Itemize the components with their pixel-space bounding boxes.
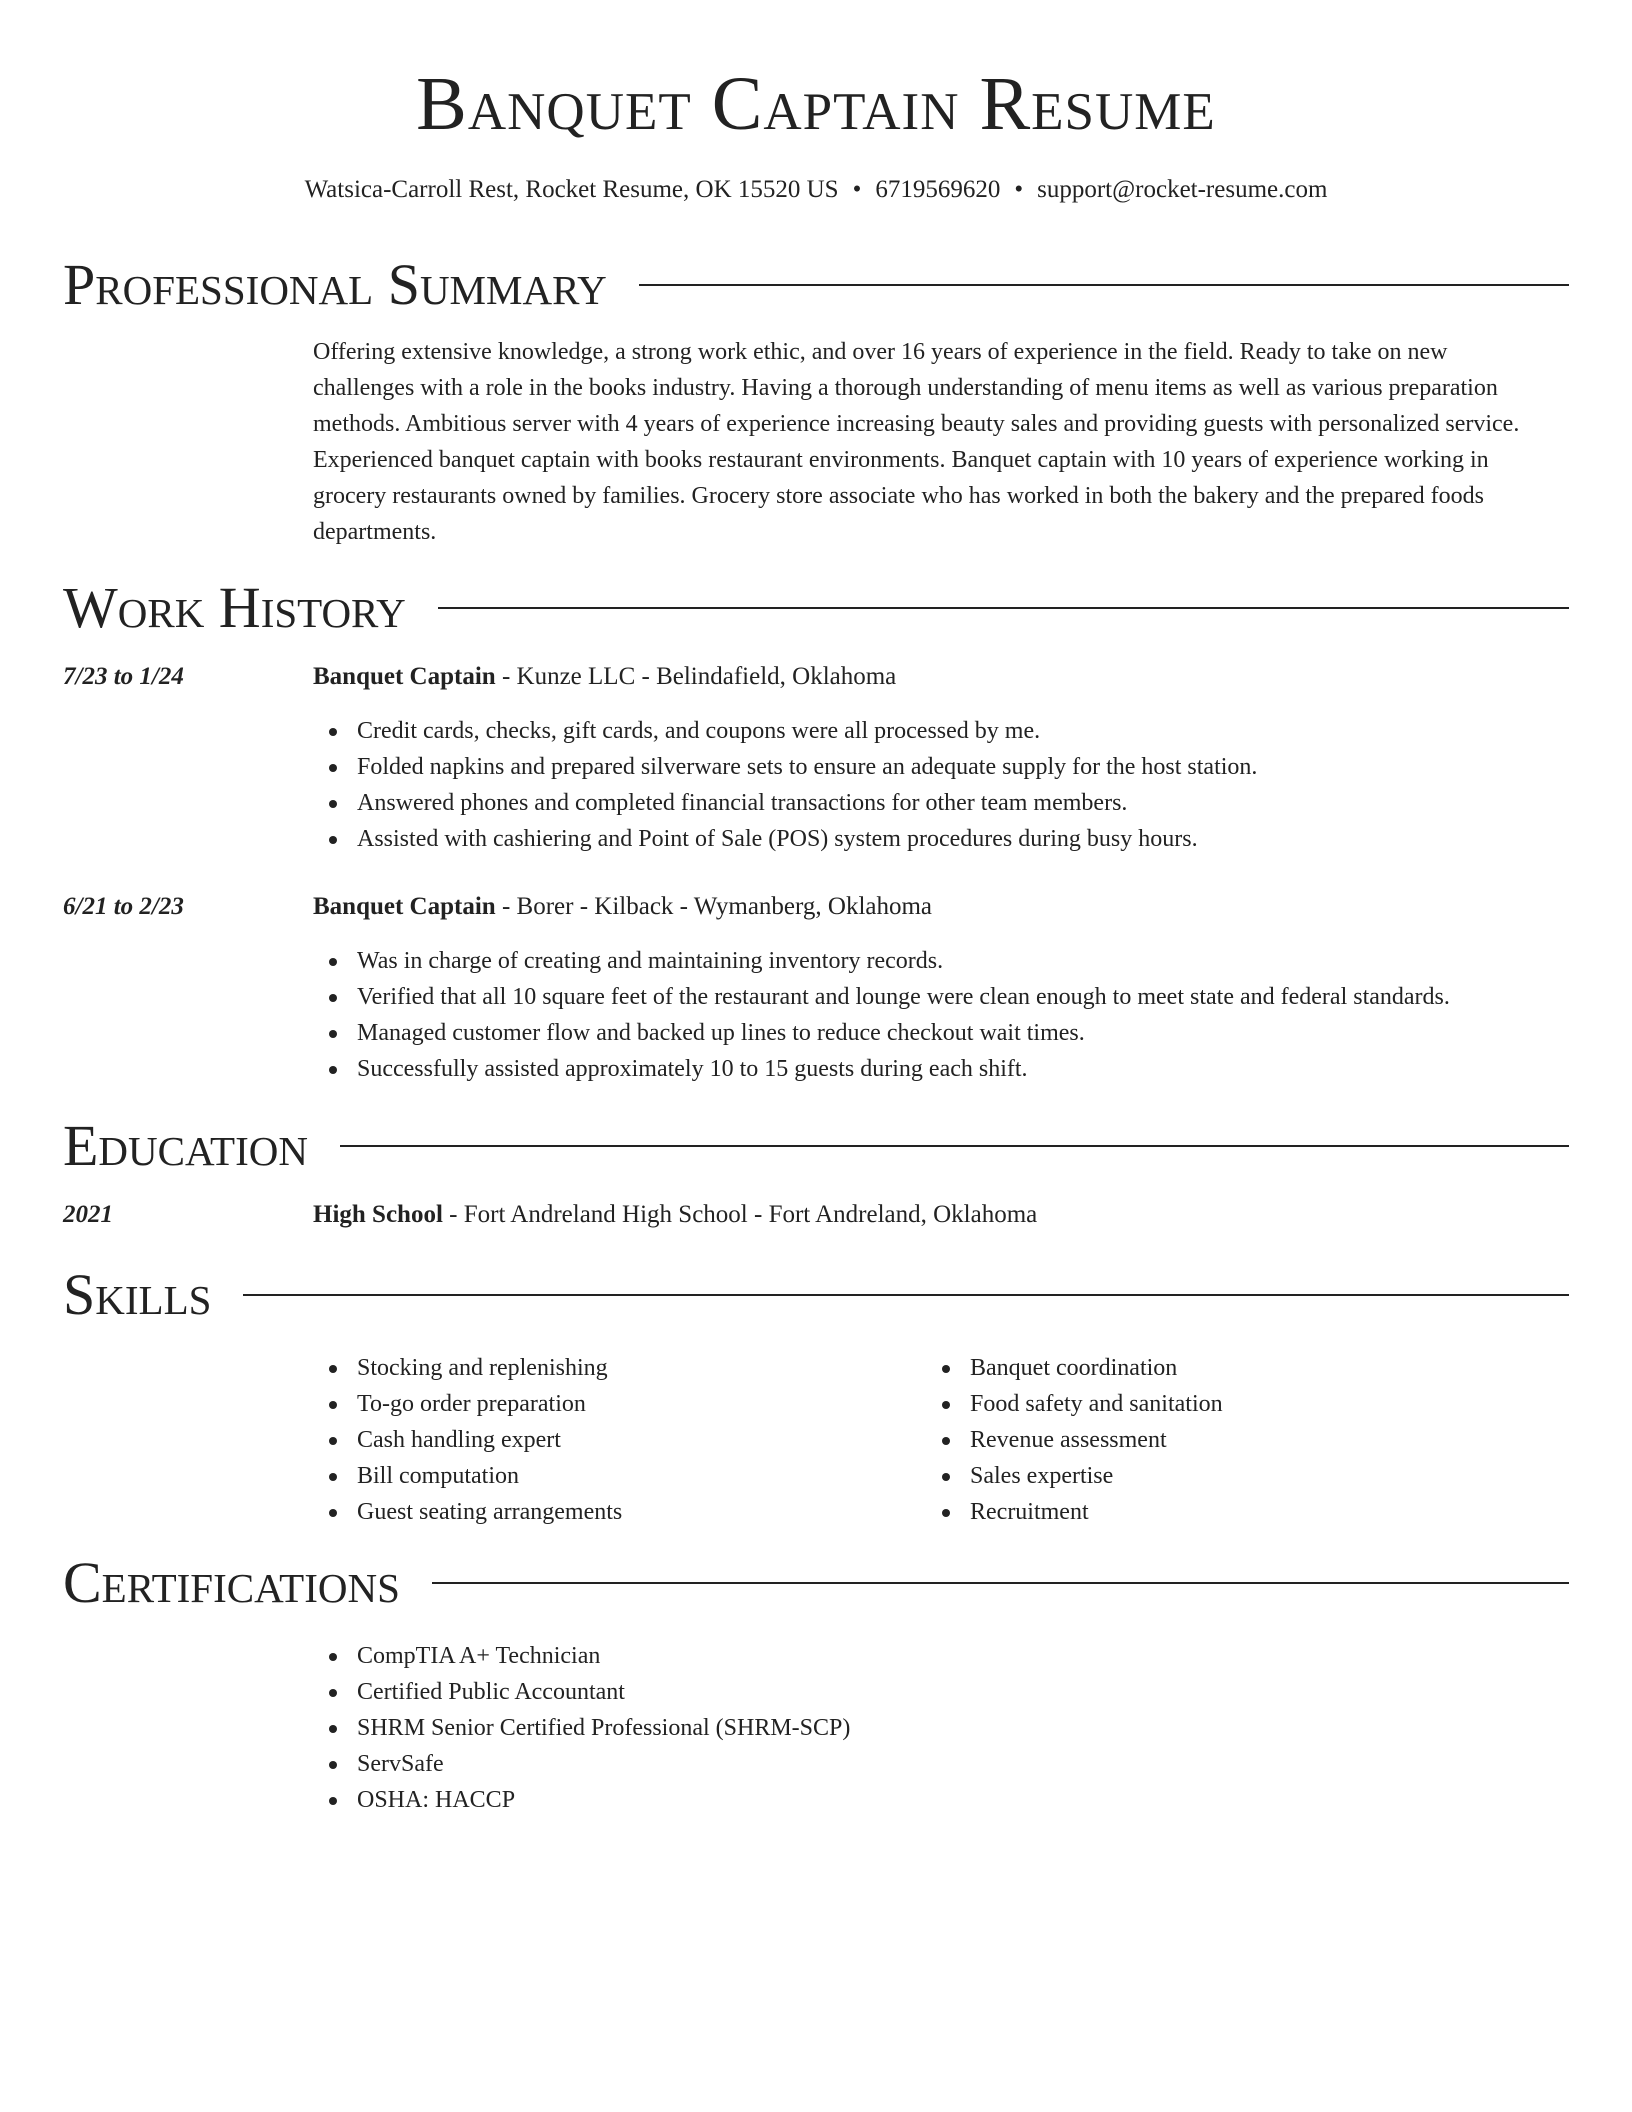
list-item: [313, 1782, 1553, 1818]
bullet-icon: [329, 1689, 337, 1697]
education-heading: Education: [63, 1113, 308, 1178]
summary-section-header: [63, 250, 1569, 320]
education-degree: High School: [313, 1201, 443, 1228]
bullet-icon: [329, 1725, 337, 1733]
bullet-icon: [329, 764, 337, 772]
summary-text: Offering extensive knowledge, a strong work ethic, and over 16 years of experience in the field. Ready to take on new challenges with a role in the books industry. Having a thorough understanding of menu items as well as various preparation methods. Ambitious server with 4 years of experience increasing beauty sales and providing guests with personalized service. Experienced banquet captain with books restaurant environments. Banquet captain with 10 years of experience working in grocery restaurants owned by families. Grocery store associate who has worked in both the bakery and the prepared foods departments.: [313, 339, 1520, 545]
bullet-icon: [942, 1401, 950, 1409]
list-item: [313, 785, 1553, 821]
list-item: [313, 1746, 1553, 1782]
list-item: [313, 821, 1553, 857]
list-item: [313, 1386, 913, 1422]
job-details: - Borer - Kilback - Wymanberg, Oklahoma: [495, 893, 933, 920]
list-item: [313, 979, 1553, 1015]
bullet-icon: [329, 1066, 337, 1074]
summary-heading: Professional Summary: [63, 252, 607, 317]
resume-title: Banquet Captain Resume: [416, 62, 1216, 146]
contact-phone: 6719569620: [875, 176, 1001, 203]
skills-list-left: [313, 1350, 913, 1530]
job-bullets: [313, 713, 1553, 857]
bullet-icon: [329, 1030, 337, 1038]
education-line: [313, 1197, 1553, 1233]
section-divider: [438, 607, 1569, 609]
education-section-header: [63, 1111, 1569, 1181]
bullet-icon: [329, 800, 337, 808]
section-divider: [243, 1294, 1569, 1296]
contact-email: support@rocket-resume.com: [1037, 176, 1328, 203]
list-item-text: CompTIA A+ Technician: [357, 1643, 601, 1669]
education-details: - Fort Andreland High School - Fort Andreland, Oklahoma: [442, 1201, 1038, 1228]
job-role: Banquet Captain: [313, 663, 496, 690]
job-details: - Kunze LLC - Belindafield, Oklahoma: [495, 663, 897, 690]
skills-list-right: [926, 1350, 1546, 1530]
bullet-icon: [942, 1473, 950, 1481]
list-item-text: Managed customer flow and backed up lines to reduce checkout wait times.: [357, 1020, 1085, 1046]
list-item-text: Was in charge of creating and maintaining inventory records.: [357, 948, 944, 974]
list-item-text: Answered phones and completed financial transactions for other team members.: [357, 790, 1128, 816]
bullet-icon: [329, 1473, 337, 1481]
list-item: [926, 1386, 1546, 1422]
job-dates: 6/21 to 2/23: [63, 893, 184, 920]
list-item-text: Successfully assisted approximately 10 to 15 guests during each shift.: [357, 1056, 1028, 1082]
job-bullets: [313, 943, 1553, 1087]
list-item: [313, 943, 1553, 979]
bullet-icon: [329, 994, 337, 1002]
list-item-text: Verified that all 10 square feet of the restaurant and lounge were clean enough to meet state and federal standards.: [357, 984, 1450, 1010]
list-item-text: Stocking and replenishing: [357, 1355, 608, 1381]
list-item-text: Certified Public Accountant: [357, 1679, 625, 1705]
bullet-icon: [942, 1437, 950, 1445]
list-item-text: Credit cards, checks, gift cards, and coupons were all processed by me.: [357, 718, 1041, 744]
bullet-icon: [329, 1509, 337, 1517]
bullet-icon: [942, 1509, 950, 1517]
list-item-text: ServSafe: [357, 1751, 444, 1777]
list-item: [926, 1422, 1546, 1458]
bullet-icon: [329, 1653, 337, 1661]
bullet-icon: [329, 1365, 337, 1373]
list-item: [313, 1710, 1553, 1746]
list-item-text: Cash handling expert: [357, 1427, 561, 1453]
list-item-text: Folded napkins and prepared silverware sets to ensure an adequate supply for the host station.: [357, 754, 1258, 780]
contact-line: [0, 170, 1632, 210]
list-item: [313, 1051, 1553, 1087]
list-item: [313, 749, 1553, 785]
bullet-icon: [329, 836, 337, 844]
list-item-text: OSHA: HACCP: [357, 1787, 516, 1813]
list-item: [313, 1422, 913, 1458]
list-item-text: Guest seating arrangements: [357, 1499, 623, 1525]
bullet-icon: [329, 728, 337, 736]
bullet-icon: [942, 1365, 950, 1373]
list-item-text: Banquet coordination: [970, 1355, 1178, 1381]
work-heading: Work History: [63, 575, 406, 640]
job-title-line: [313, 889, 1553, 925]
job-role: Banquet Captain: [313, 893, 496, 920]
contact-separator: •: [852, 176, 862, 203]
certifications-heading: Certifications: [63, 1550, 400, 1615]
job-title-line: [313, 659, 1553, 695]
bullet-icon: [329, 1797, 337, 1805]
list-item-text: Assisted with cashiering and Point of Sale (POS) system procedures during busy hours.: [357, 826, 1198, 852]
list-item-text: Sales expertise: [970, 1463, 1114, 1489]
skills-heading: Skills: [63, 1262, 212, 1327]
job-dates: 7/23 to 1/24: [63, 663, 184, 690]
section-divider: [639, 284, 1569, 286]
list-item: [313, 713, 1553, 749]
list-item: [313, 1350, 913, 1386]
list-item: [926, 1350, 1546, 1386]
bullet-icon: [329, 958, 337, 966]
list-item-text: SHRM Senior Certified Professional (SHRM-SCP): [357, 1715, 851, 1741]
list-item-text: Revenue assessment: [970, 1427, 1167, 1453]
contact-address: Watsica-Carroll Rest, Rocket Resume, OK 15520 US: [304, 176, 839, 203]
certifications-section-header: [63, 1548, 1569, 1618]
list-item-text: Bill computation: [357, 1463, 519, 1489]
certifications-list: [313, 1638, 1553, 1818]
list-item: [313, 1015, 1553, 1051]
work-section-header: [63, 573, 1569, 643]
list-item: [313, 1674, 1553, 1710]
skills-section-header: [63, 1260, 1569, 1330]
list-item: [313, 1494, 913, 1530]
education-year: 2021: [63, 1201, 113, 1228]
contact-separator: •: [1014, 176, 1024, 203]
bullet-icon: [329, 1437, 337, 1445]
list-item: [926, 1494, 1546, 1530]
list-item: [313, 1638, 1553, 1674]
bullet-icon: [329, 1761, 337, 1769]
section-divider: [340, 1145, 1569, 1147]
section-divider: [432, 1582, 1569, 1584]
list-item-text: Recruitment: [970, 1499, 1089, 1525]
bullet-icon: [329, 1401, 337, 1409]
list-item: [926, 1458, 1546, 1494]
list-item-text: Food safety and sanitation: [970, 1391, 1223, 1417]
list-item-text: To-go order preparation: [357, 1391, 586, 1417]
list-item: [313, 1458, 913, 1494]
